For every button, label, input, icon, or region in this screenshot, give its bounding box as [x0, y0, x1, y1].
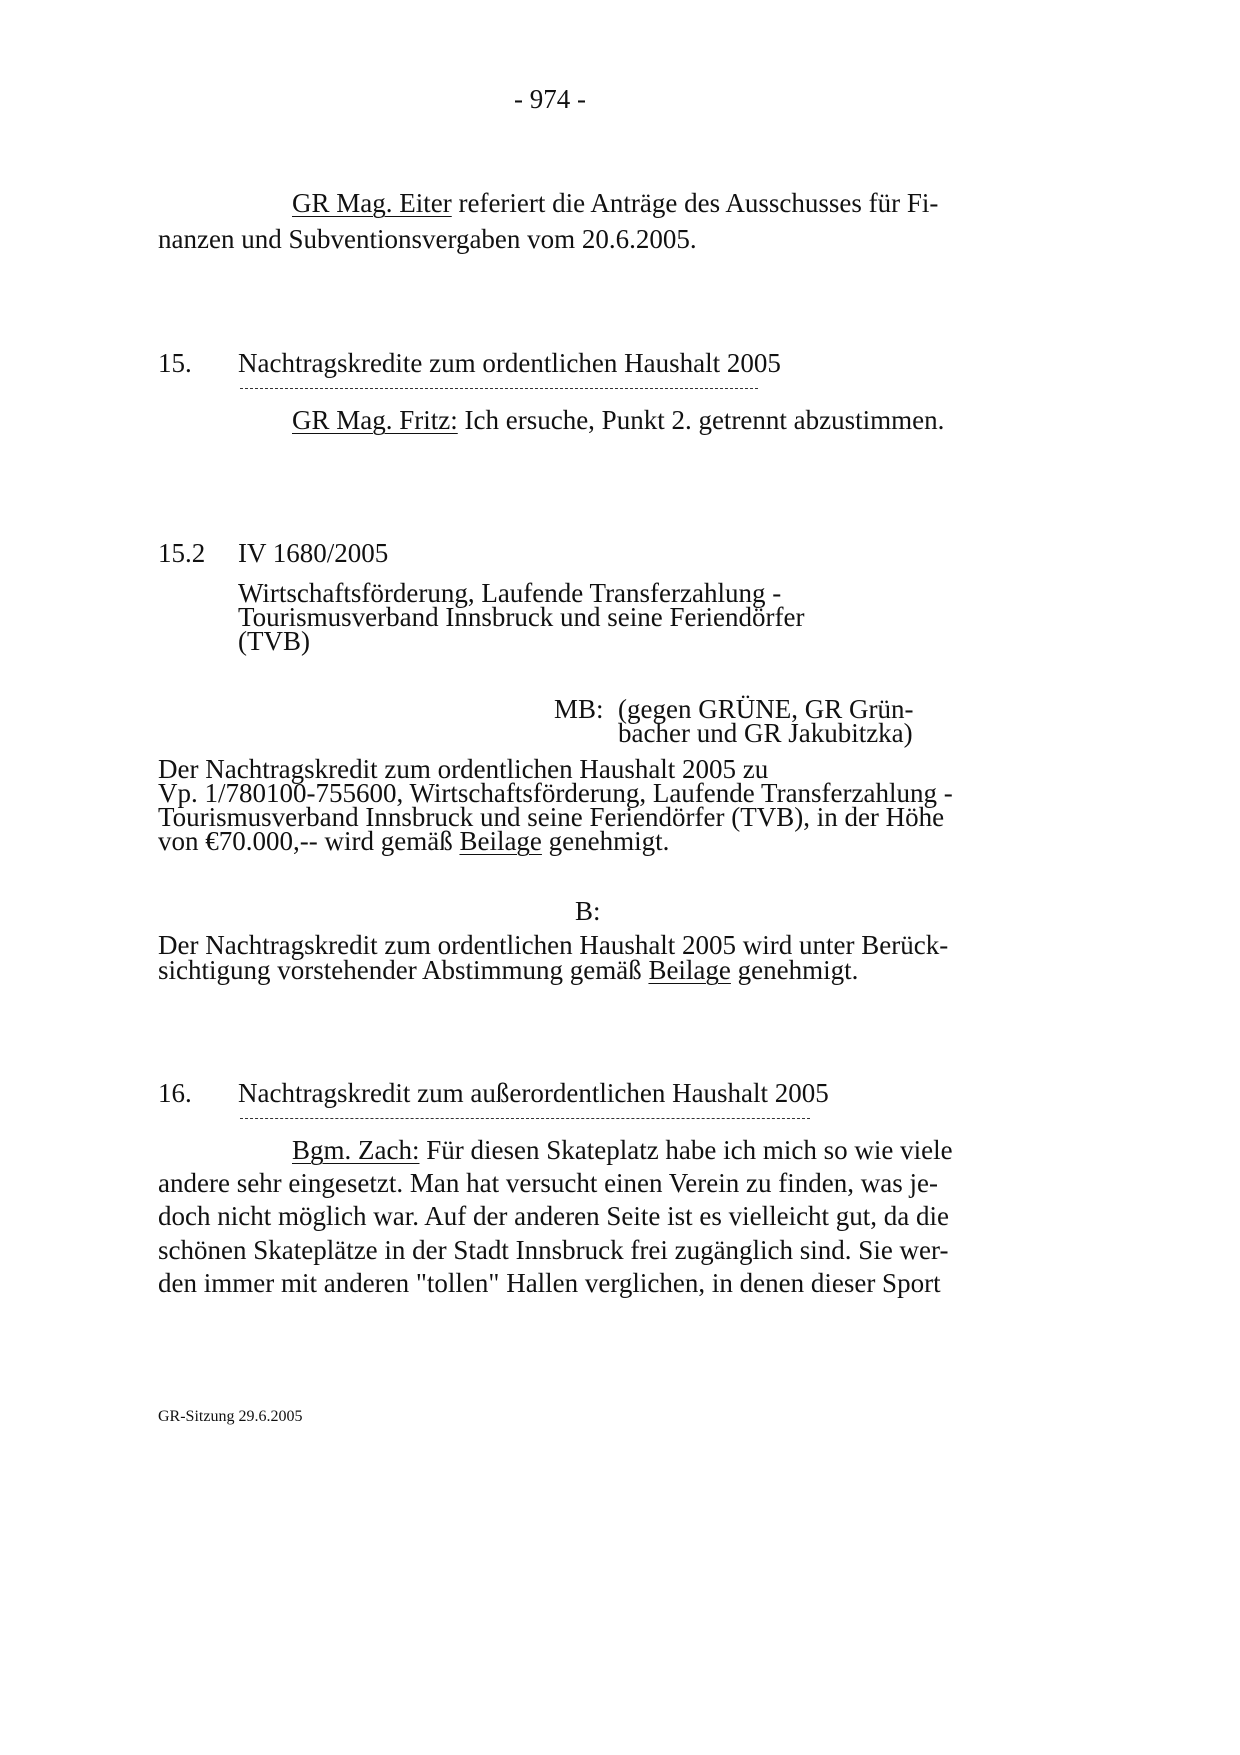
zach-line-5: den immer mit anderen "tollen" Hallen verglichen, in denen dieser Sport [158, 1268, 941, 1298]
resolution-line-4 [158, 826, 669, 857]
item-15-2-desc-2: Tourismusverband Innsbruck und seine Feriendörfer [238, 602, 805, 632]
intro-text-1: referiert die Anträge des Ausschusses für Fi- [458, 188, 939, 218]
item-16-title-rule [240, 1118, 810, 1119]
b-line-2 [158, 955, 858, 986]
item-16-number: 16. [158, 1078, 192, 1108]
speaker-eiter: GR Mag. Eiter [292, 188, 452, 218]
resolution-text-4: von €70.000,-- wird gemäß [158, 826, 453, 856]
resolution-text-4-end: genehmigt. [548, 826, 670, 856]
item-15-2-desc-3: (TVB) [238, 626, 310, 656]
intro-line-2: nanzen und Subventionsvergaben vom 20.6.2005. [158, 224, 697, 254]
fritz-statement [292, 405, 944, 436]
zach-text-1: Für diesen Skateplatz habe ich mich so wie viele [426, 1135, 953, 1165]
b-text-2-end: genehmigt. [737, 955, 859, 985]
footer-session-date: GR-Sitzung 29.6.2005 [158, 1408, 303, 1425]
intro-line-1 [292, 188, 938, 219]
speaker-fritz: GR Mag. Fritz: [292, 405, 458, 435]
b-label: B: [575, 896, 601, 926]
item-15-2-desc-1: Wirtschaftsförderung, Laufende Transferzahlung - [238, 578, 782, 608]
resolution-line-3: Tourismusverband Innsbruck und seine Feriendörfer (TVB), in der Höhe [158, 802, 945, 832]
page-number: - 974 - [514, 84, 586, 114]
resolution-line-1: Der Nachtragskredit zum ordentlichen Haushalt 2005 zu [158, 754, 769, 784]
speaker-zach: Bgm. Zach: [292, 1135, 420, 1165]
item-16-title: Nachtragskredit zum außerordentlichen Haushalt 2005 [238, 1078, 829, 1108]
b-text-2: sichtigung vorstehender Abstimmung gemäß [158, 955, 642, 985]
zach-line-3: doch nicht möglich war. Auf der anderen Seite ist es vielleicht gut, da die [158, 1201, 950, 1231]
item-15-2-reference: IV 1680/2005 [238, 538, 389, 568]
beilage-link-1[interactable]: Beilage [459, 826, 542, 856]
mb-line-2: bacher und GR Jakubitzka) [618, 718, 913, 748]
item-15-2-number: 15.2 [158, 538, 206, 568]
zach-line-1 [292, 1135, 953, 1166]
resolution-line-2: Vp. 1/780100-755600, Wirtschaftsförderung, Laufende Transferzahlung - [158, 778, 953, 808]
zach-line-2: andere sehr eingesetzt. Man hat versucht einen Verein zu finden, was je- [158, 1168, 938, 1198]
mb-label: MB: [554, 694, 604, 724]
b-line-1: Der Nachtragskredit zum ordentlichen Haushalt 2005 wird unter Berück- [158, 930, 949, 960]
item-15-title: Nachtragskredite zum ordentlichen Haushalt 2005 [238, 348, 781, 378]
zach-line-4: schönen Skateplätze in der Stadt Innsbruck frei zugänglich sind. Sie wer- [158, 1235, 949, 1265]
item-15-title-rule [240, 388, 758, 389]
beilage-link-2[interactable]: Beilage [648, 955, 731, 985]
fritz-text: Ich ersuche, Punkt 2. getrennt abzustimmen. [464, 405, 945, 435]
item-15-number: 15. [158, 348, 192, 378]
mb-line-1: (gegen GRÜNE, GR Grün- [618, 694, 914, 724]
